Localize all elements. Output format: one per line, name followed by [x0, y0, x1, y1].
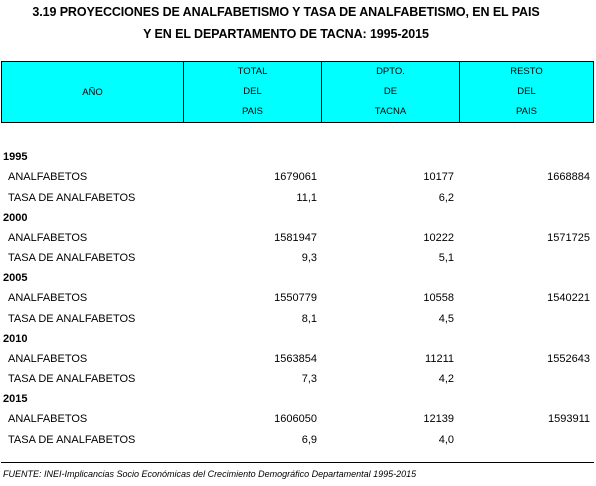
footer-divider: [1, 462, 594, 463]
total-pais-value: 1581947: [274, 231, 317, 244]
dpto-tacna-value: 10177: [423, 171, 454, 183]
total-pais-value: 1563854: [274, 352, 317, 365]
header-resto-line: RESTO: [510, 66, 543, 77]
resto-pais-value: 1540221: [547, 292, 590, 304]
dpto-tacna-value: 6,2: [438, 191, 454, 204]
header-total-pais: [183, 62, 321, 122]
row-label: ANALFABETOS: [8, 171, 88, 183]
row-label: TASA DE ANALFABETOS: [8, 252, 136, 264]
total-pais-value: 1606050: [274, 413, 317, 425]
header-resto-line: PAIS: [516, 106, 537, 117]
row-label: ANALFABETOS: [8, 352, 88, 365]
table-row: [0, 369, 596, 389]
table-row: [0, 228, 596, 248]
dpto-tacna-value: 11211: [425, 352, 454, 365]
total-pais-value: 7,3: [301, 373, 317, 385]
row-label: TASA DE ANALFABETOS: [8, 312, 136, 325]
year-row: [0, 268, 596, 288]
header-dpto-line: TACNA: [374, 106, 407, 117]
source-note: FUENTE: INEI-Implicancias Socio Económicas del Crecimiento Demográfico Departamental 1995-2015: [3, 469, 417, 479]
dpto-tacna-value: 4,0: [438, 433, 454, 446]
total-pais-value: 1679061: [274, 171, 317, 183]
table-row: [0, 430, 596, 450]
total-pais-value: 6,9: [301, 433, 317, 446]
table-row: [0, 188, 596, 208]
header-dpto-line: DPTO.: [376, 66, 405, 77]
table-row: [0, 167, 596, 187]
header-resto-line: DEL: [517, 86, 536, 97]
dpto-tacna-value: 12139: [423, 413, 454, 425]
table-header: [1, 61, 594, 123]
year-label: 2005: [3, 272, 28, 284]
row-label: TASA DE ANALFABETOS: [8, 433, 136, 446]
table-title-line-1: 3.19 PROYECCIONES DE ANALFABETISMO Y TASA DE ANALFABETISMO, EN EL PAIS: [32, 5, 540, 19]
year-label: 1995: [3, 151, 28, 163]
dpto-tacna-value: 5,1: [438, 252, 454, 264]
dpto-tacna-value: 4,5: [438, 312, 454, 325]
table-row: [0, 248, 596, 268]
year-label: 2015: [3, 393, 28, 405]
year-row: [0, 147, 596, 167]
row-label: ANALFABETOS: [8, 231, 88, 244]
year-row: [0, 389, 596, 409]
total-pais-value: 1550779: [274, 292, 317, 304]
header-dpto-line: DE: [383, 86, 398, 97]
header-year-label: AÑO: [82, 86, 103, 98]
dpto-tacna-value: 10222: [423, 231, 454, 244]
resto-pais-value: 1552643: [547, 352, 590, 365]
dpto-tacna-value: 4,2: [438, 373, 454, 385]
header-total-line: PAIS: [242, 106, 263, 117]
table-title-line-2: Y EN EL DEPARTAMENTO DE TACNA: 1995-2015: [143, 27, 429, 41]
dpto-tacna-value: 10558: [423, 292, 454, 304]
header-total-line: DEL: [243, 86, 262, 97]
total-pais-value: 11,1: [296, 191, 317, 204]
total-pais-value: 9,3: [301, 252, 317, 264]
year-label: 2000: [3, 211, 28, 224]
table-row: [0, 409, 596, 429]
row-label: TASA DE ANALFABETOS: [8, 191, 136, 204]
row-label: ANALFABETOS: [8, 292, 88, 304]
row-label: ANALFABETOS: [8, 413, 88, 425]
year-label: 2010: [3, 332, 28, 345]
resto-pais-value: 1668884: [547, 171, 590, 183]
year-row: [0, 208, 596, 228]
header-resto-pais: [459, 62, 593, 122]
header-total-line: TOTAL: [237, 66, 268, 77]
header-dpto-tacna: [321, 62, 459, 122]
total-pais-value: 8,1: [301, 312, 317, 325]
resto-pais-value: 1593911: [547, 413, 590, 425]
header-year: [2, 62, 183, 122]
table-row: [0, 309, 596, 329]
table-row: [0, 349, 596, 369]
resto-pais-value: 1571725: [547, 231, 590, 244]
row-label: TASA DE ANALFABETOS: [8, 373, 136, 385]
table-row: [0, 288, 596, 308]
year-row: [0, 329, 596, 349]
